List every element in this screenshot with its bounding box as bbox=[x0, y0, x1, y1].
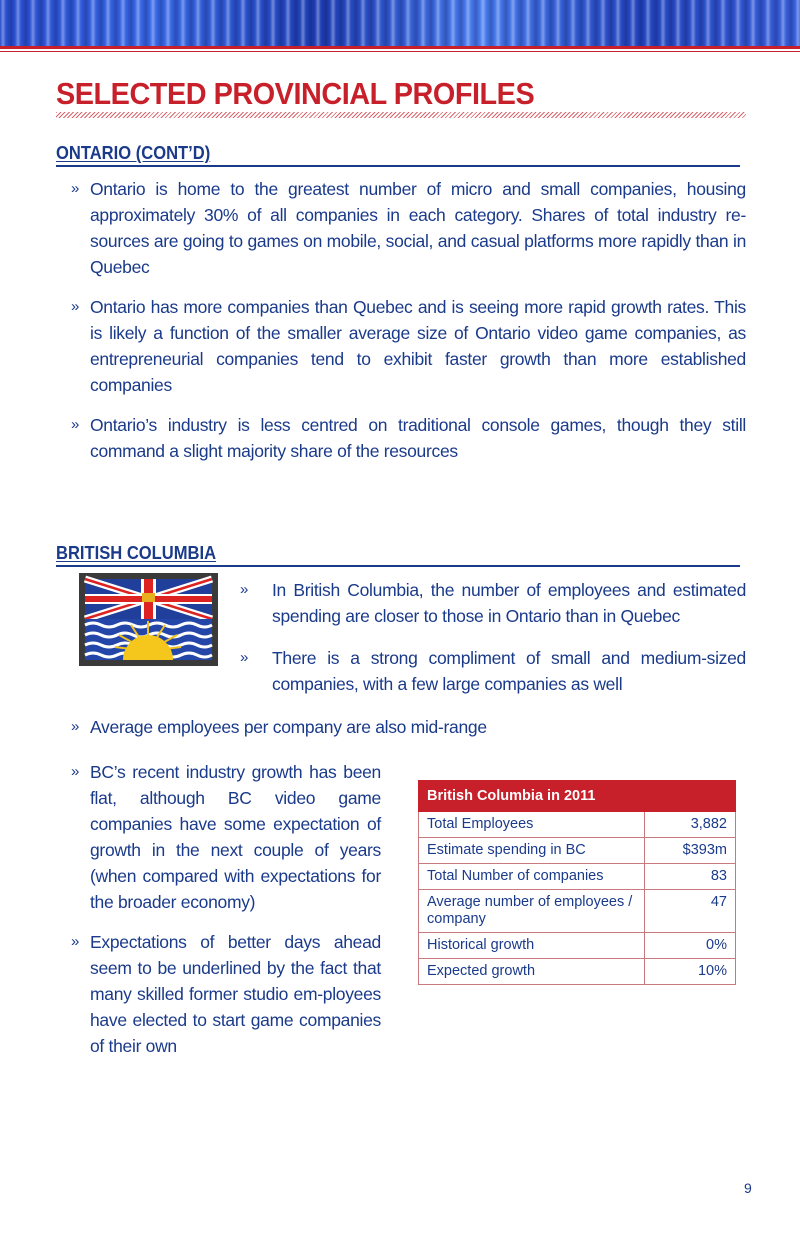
table-header-row bbox=[419, 781, 736, 812]
table-cell-label: Estimate spending in BC bbox=[419, 838, 645, 864]
bullet-mark-icon: » bbox=[71, 416, 80, 433]
table-cell-label: Total Employees bbox=[419, 812, 645, 838]
list-item-text: In British Columbia, the number of employees and estimated spending are closer to those in Ontario than in Quebec bbox=[272, 580, 746, 626]
bc-full-bullet-list bbox=[56, 714, 746, 740]
list-item-text: Ontario has more companies than Quebec and is seeing more rapid growth rates. This is likely a function of the smaller average size of Ontario video game companies, as entrepreneurial companies tend to exhibit faster growth than more established companies bbox=[90, 297, 746, 395]
british-columbia-flag-icon bbox=[79, 573, 218, 666]
bullet-mark-icon: » bbox=[71, 180, 80, 197]
table-cell-label: Expected growth bbox=[419, 959, 645, 985]
bc-left-bullet-list bbox=[56, 759, 381, 1059]
page-number: 9 bbox=[744, 1180, 752, 1196]
table-row bbox=[419, 812, 736, 838]
table-cell-value: 0% bbox=[645, 933, 736, 959]
bc-stats-table bbox=[418, 780, 736, 985]
ontario-bullet-list bbox=[56, 176, 746, 464]
list-item bbox=[56, 929, 381, 1059]
table-row bbox=[419, 864, 736, 890]
table-cell-label: Average number of employees / company bbox=[419, 890, 645, 933]
section-heading-ontario-text: ONTARIO (CONT’D) bbox=[56, 143, 211, 163]
list-item-text: Ontario’s industry is less centred on traditional console games, though they still command a slight majority share of the resources bbox=[90, 415, 746, 461]
bullet-mark-icon: » bbox=[71, 718, 80, 735]
list-item-text: BC’s recent industry growth has been flat, although BC video game companies have some expectation of growth in the next couple of years (when compared with expectations for the broader economy) bbox=[90, 762, 381, 912]
table-cell-value: $393m bbox=[645, 838, 736, 864]
list-item bbox=[56, 759, 381, 915]
bullet-mark-icon: » bbox=[71, 933, 80, 950]
table-title: British Columbia in 2011 bbox=[419, 781, 736, 812]
table-cell-value: 3,882 bbox=[645, 812, 736, 838]
list-item bbox=[56, 176, 746, 280]
section-heading-ontario bbox=[56, 142, 740, 167]
list-item-text: Average employees per company are also mid-range bbox=[90, 717, 487, 737]
section-heading-bc-text: BRITISH COLUMBIA bbox=[56, 543, 217, 563]
list-item bbox=[238, 577, 746, 629]
table-cell-value: 47 bbox=[645, 890, 736, 933]
list-item bbox=[56, 294, 746, 398]
list-item-text: Ontario is home to the greatest number of micro and small companies, housing approximately 30% of all companies in each category. Shares of total industry re-sources are going to games on mobile, social, and casual platforms more rapidly than in Quebec bbox=[90, 179, 746, 277]
section-heading-bc bbox=[56, 542, 740, 567]
list-item-text: There is a strong compliment of small and medium-sized companies, with a few large companies as well bbox=[272, 648, 746, 694]
header-banner bbox=[0, 0, 800, 46]
page-title: SELECTED PROVINCIAL PROFILES bbox=[56, 76, 535, 111]
title-hatch-divider bbox=[56, 112, 746, 118]
bc-flag-bullet-list bbox=[238, 577, 746, 697]
bullet-mark-icon: » bbox=[240, 649, 249, 666]
table-row bbox=[419, 890, 736, 933]
table-cell-label: Historical growth bbox=[419, 933, 645, 959]
list-item bbox=[56, 714, 746, 740]
table-row bbox=[419, 959, 736, 985]
table-row bbox=[419, 838, 736, 864]
table-cell-value: 10% bbox=[645, 959, 736, 985]
list-item-text: Expectations of better days ahead seem to be underlined by the fact that many skilled former studio em-ployees have elected to start game companies of their own bbox=[90, 932, 381, 1056]
banner-rule-lower bbox=[0, 51, 800, 52]
list-item bbox=[238, 645, 746, 697]
bullet-mark-icon: » bbox=[71, 763, 80, 780]
table-cell-value: 83 bbox=[645, 864, 736, 890]
list-item bbox=[56, 412, 746, 464]
table-cell-label: Total Number of companies bbox=[419, 864, 645, 890]
bullet-mark-icon: » bbox=[71, 298, 80, 315]
bullet-mark-icon: » bbox=[240, 581, 249, 598]
table-row bbox=[419, 933, 736, 959]
